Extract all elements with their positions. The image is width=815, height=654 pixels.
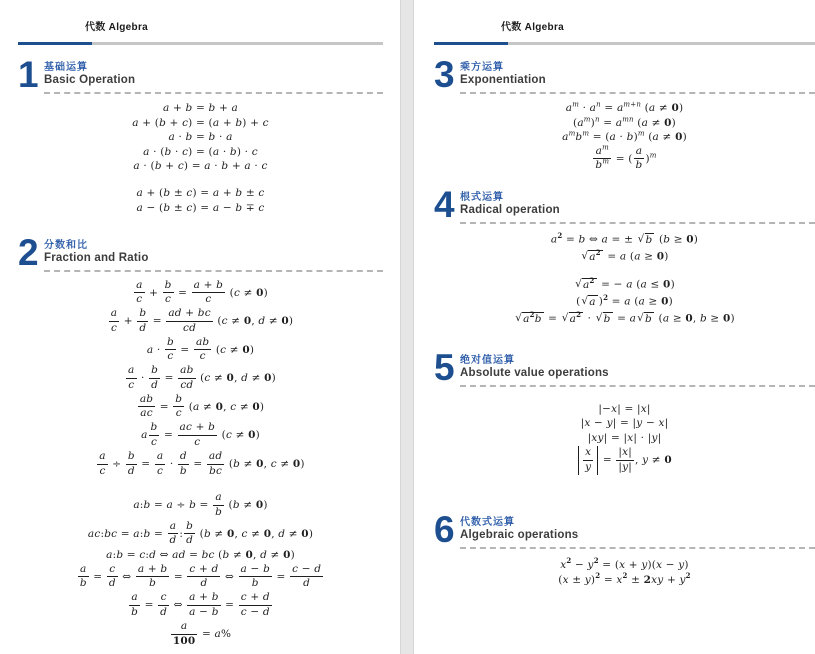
section-titles: [460, 513, 815, 549]
formula: a $\frac{b}{c}$ = $\frac{ac + b}{c}$ (c ≠ 0): [141, 421, 260, 449]
section-6: [434, 508, 815, 586]
formula: |xy| = |x| · |y|: [587, 431, 662, 444]
formula-group: [434, 230, 815, 263]
formula: $\frac{a}{c}$ · $\frac{b}{d}$ = $\frac{ab}{cd}$ (c ≠ 0, d ≠ 0): [128, 364, 276, 391]
section-number: 3: [434, 54, 454, 95]
section-header: [434, 54, 815, 95]
formula-group: [18, 280, 383, 478]
formula: $a^mb^m = (a \cdot b)^m$ (a ≠ 0): [562, 129, 687, 143]
formula: |−x| = |x|: [598, 402, 651, 415]
section-1: [18, 54, 383, 214]
section-title-en: Basic Operation: [44, 74, 136, 86]
header-rule-track: [508, 42, 815, 45]
formula: $\frac{a}{c}$ + $\frac{b}{c}$ = $\frac{a + b}{c}$ (c ≠ 0): [136, 278, 268, 306]
formula: $\frac{a}{b}$ = $\frac{c}{d}$ ⇔ $\frac{a + b}{b}$ = $\frac{c + d}{d}$ ⇔ $\frac{a - b}{b}$ = $\frac{c - d}{d}$: [79, 562, 322, 590]
header-rule-accent: [434, 42, 508, 45]
page-header: 代数 Algebra: [501, 22, 565, 33]
section-title-zh: 基础运算: [44, 62, 88, 73]
formula-group: [434, 403, 815, 475]
section-4: [434, 183, 815, 325]
formula: ( √ a )$^2$ = a (a ≥ 0): [576, 292, 673, 308]
section-formulas: [434, 230, 815, 325]
section-header: [434, 508, 815, 550]
formula: $\frac{a}{c}$ ÷ $\frac{b}{d}$ = $\frac{a}{c}$ · $\frac{d}{b}$ = $\frac{ad}{bc}$ (b ≠ 0, c ≠ 0): [99, 450, 305, 477]
formula-group: [434, 556, 815, 586]
section-number: 6: [434, 508, 454, 550]
page-left: [0, 0, 399, 654]
section-titles: [460, 188, 815, 224]
formula: $a^2 = b$ ⇔ a = ± √ b (b ≥ 0): [550, 230, 699, 246]
header-rule-track: [92, 42, 383, 45]
section-2: [18, 231, 383, 648]
section-title-zh: 绝对值运算: [460, 354, 515, 366]
formula: a · $\frac{b}{c}$ = $\frac{ab}{c}$ (c ≠ 0): [146, 335, 255, 363]
formula: $\frac{a}{100}$ = a%: [172, 620, 232, 647]
formula: √ $a^2$ = a (a ≥ 0): [581, 248, 669, 263]
formula: a:b = c:d ⇔ ad = bc (b ≠ 0, d ≠ 0): [106, 549, 295, 562]
section-title-en: Fraction and Ratio: [44, 251, 149, 264]
formula: $a^m \cdot a^n = a^{m+n}$ (a ≠ 0): [565, 100, 684, 114]
page-header: 代数 Algebra: [85, 22, 149, 33]
formula: $x^2 - y^2 = (x + y)(x - y)$: [560, 556, 689, 571]
section-3: [434, 54, 815, 172]
formula: a + b = b + a: [162, 102, 238, 114]
formula: a · b = b · a: [168, 131, 233, 143]
section-formulas: [18, 280, 383, 648]
formula: a:b = a ÷ b = $\frac{a}{b}$ (b ≠ 0): [133, 491, 268, 518]
section-number: 1: [18, 54, 38, 95]
formula: $\frac{a}{c}$ + $\frac{b}{d}$ = $\frac{ad + bc}{cd}$ (c ≠ 0, d ≠ 0): [110, 307, 294, 334]
section-title-en: Radical operation: [460, 203, 560, 216]
section-titles: [460, 58, 815, 94]
formula-group: [18, 187, 383, 214]
section-header: [434, 183, 815, 225]
header-rule-accent: [18, 42, 92, 45]
formula: a − (b ± c) = a − b ∓ c: [136, 201, 265, 214]
formula: a + (b + c) = (a + b) + c: [132, 116, 269, 129]
section-formulas: [434, 556, 815, 586]
page-right: [416, 0, 815, 654]
section-titles: [460, 351, 815, 387]
section-header: [18, 54, 383, 95]
formula: ac:bc = a:b = $\frac{a}{d}$ : $\frac{b}{d}$ (b ≠ 0, c ≠ 0, d ≠ 0): [87, 519, 314, 547]
header-rule: [18, 42, 383, 45]
formula: √ $a^2b$ = √ $a^2$ · √ b = a √ b (a ≥ 0, b ≥ 0): [515, 310, 735, 325]
sections-right: [434, 54, 815, 586]
section-5: [434, 346, 815, 475]
formula: a + (b ± c) = a + b ± c: [136, 187, 265, 199]
section-title-zh: 分数和比: [44, 239, 88, 251]
section-number: 2: [18, 231, 38, 273]
section-formulas: [18, 102, 383, 214]
formula: $(x \pm y)^2 = x^2 \pm 2xy + y^2$: [558, 571, 691, 586]
formula-group: [18, 492, 383, 647]
section-number: 4: [434, 183, 454, 225]
page-gutter: [400, 0, 414, 654]
section-number: 5: [434, 346, 454, 388]
formula: |x − y| = |y − x|: [580, 417, 669, 430]
formula: a · (b · c) = (a · b) · c: [143, 145, 258, 158]
section-title-en: Algebraic operations: [460, 528, 579, 541]
formula: √ $a^2$ = − a (a ≤ 0): [575, 276, 675, 291]
formula: $\frac{ab}{ac}$ = $\frac{b}{c}$ (a ≠ 0, c ≠ 0): [139, 392, 265, 420]
formula-group: [434, 102, 815, 172]
formula: a · (b + c) = a · b + a · c: [133, 160, 268, 172]
section-header: [434, 346, 815, 388]
section-formulas: [434, 102, 815, 172]
sections-left: [18, 54, 383, 647]
section-title-zh: 根式运算: [460, 191, 504, 203]
formula: $\frac{a}{b}$ = $\frac{c}{d}$ ⇔ $\frac{a + b}{a - b}$ = $\frac{c + d}{c - d}$: [131, 591, 270, 618]
section-header: [18, 231, 383, 273]
formula-group: [434, 278, 815, 325]
section-title-zh: 乘方运算: [460, 62, 504, 73]
section-formulas: [434, 403, 815, 475]
section-title-en: Absolute value operations: [460, 366, 609, 379]
header-rule: [434, 42, 815, 45]
section-titles: [44, 236, 383, 272]
section-title-zh: 代数式运算: [460, 516, 515, 528]
formula: $\frac{a^m}{b^m}$ = ( $\frac{a}{b}$ )$^m$: [595, 143, 657, 172]
formula: $(a^m)^n = a^{mn}$ (a ≠ 0): [573, 115, 676, 129]
section-titles: [44, 58, 383, 94]
section-title-en: Exponentiation: [460, 74, 546, 86]
formula: $\frac{x}{y}$ = $\frac{|x|}{|y|}$ , y ≠ 0: [434, 446, 815, 474]
formula-group: [18, 102, 383, 172]
